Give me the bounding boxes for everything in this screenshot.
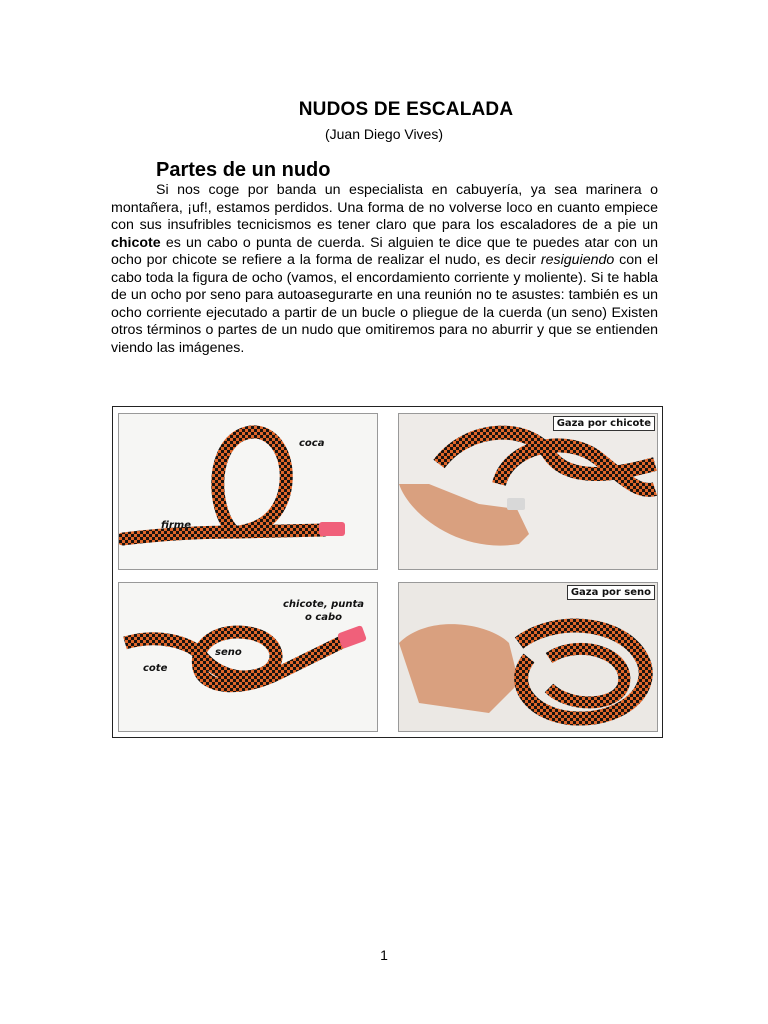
paragraph-part-2: es un cabo o punta de cuerda. Si alguien te dice que te puedes atar con un ocho por chicote se refiere a la forma de realizar el nudo, es decir [111, 234, 658, 268]
paragraph-part-3: con el cabo toda la figura de ocho (vamos, el encordamiento corriente y moliente). Si te habla de un ocho por seno para autoasegurarte en una reunión no te asustes: también es un ocho corriente ejecutado a partir de un bucle o pliegue de la cuerda (un seno) Existen otros términos o partes de un nudo que omitiremos para no aburrir y que se entienden viendo las imágenes. [111, 252, 658, 356]
paragraph-part-1: Si nos coge por banda un especialista en cabuyería, ya sea marinera o montañera, ¡uf!, estamos perdidos. Una forma de no volverse loco en cuanto empiece con sus insufribles tecnicismos es tener claro que para los escaladores de a pie un [111, 182, 658, 233]
label-coca: coca [299, 438, 325, 449]
tag-gaza-por-chicote: Gaza por chicote [553, 416, 655, 431]
body-paragraph [111, 182, 658, 357]
document-author [0, 126, 768, 142]
rope-loop-illustration [119, 414, 377, 569]
label-cote: cote [143, 663, 168, 674]
label-firme: firme [161, 520, 192, 531]
knot-figure [112, 406, 663, 738]
panel-chicote-seno-cote [118, 582, 378, 732]
hand-knot-illustration-1 [399, 414, 657, 569]
label-chicote-line2: o cabo [305, 612, 343, 623]
tag-gaza-por-seno: Gaza por seno [567, 585, 655, 600]
page-number: 1 [380, 947, 388, 963]
section-heading: Partes de un nudo [156, 159, 331, 181]
hand-knot-illustration-2 [399, 583, 657, 731]
term-chicote: chicote [111, 234, 161, 251]
label-chicote-line1: chicote, punta [283, 599, 365, 610]
term-resiguiendo: resiguiendo [540, 252, 615, 268]
panel-coca-firme [118, 413, 378, 570]
author-text: (Juan Diego Vives) [324, 126, 444, 142]
panel-gaza-por-chicote [398, 413, 658, 570]
document-title: NUDOS DE ESCALADA [298, 99, 514, 120]
panel-gaza-por-seno [398, 582, 658, 732]
label-seno: seno [215, 647, 242, 658]
